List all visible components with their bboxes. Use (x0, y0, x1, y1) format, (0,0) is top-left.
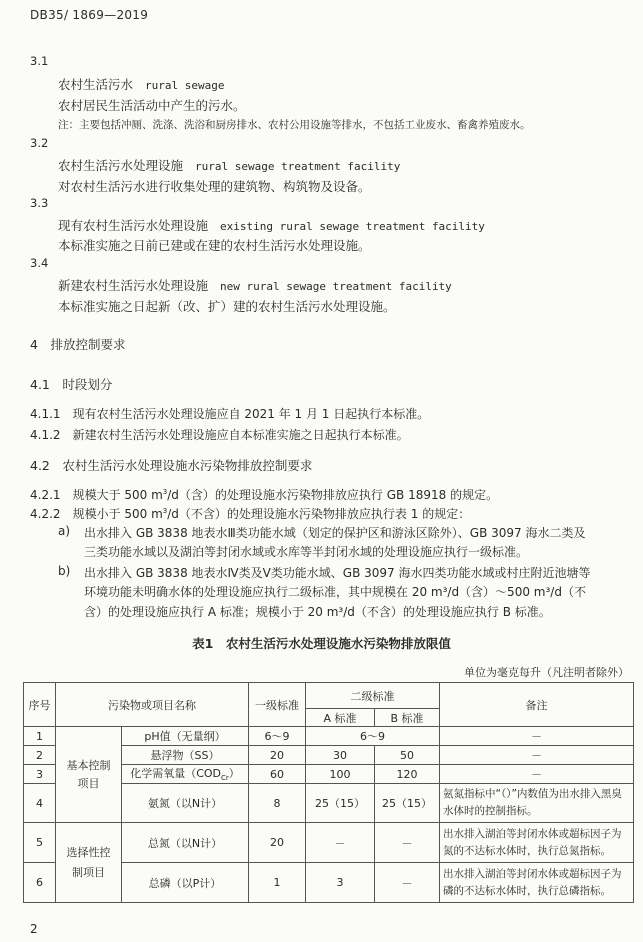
term-heading (58, 75, 225, 93)
clause (30, 505, 470, 522)
clause-number: 4.1.2 (30, 428, 61, 442)
term-heading (58, 216, 485, 234)
cell-name: 总氮（以N计） (122, 823, 249, 863)
clause-number: 4.1.1 (30, 407, 61, 421)
term-definition: 农村居民生活活动中产生的污水。 (58, 98, 246, 113)
cell-seq: 2 (24, 746, 56, 765)
cell-b: － (375, 823, 440, 863)
group-optional (56, 823, 122, 903)
header-seq: 序号 (24, 683, 56, 727)
list-label: b) (58, 564, 71, 578)
term-heading (58, 156, 400, 174)
clause-number: 4.2.1 (30, 488, 61, 502)
cell-b: － (375, 863, 440, 903)
term-name-en: rural sewage (145, 79, 225, 92)
term-name-en: rural sewage treatment facility (195, 160, 401, 173)
clause (30, 405, 429, 422)
subsection-heading: 4.2 农村生活污水处理设施水污染物排放控制要求 (30, 458, 313, 473)
term-name-cn: 农村生活污水处理设施 (58, 158, 184, 173)
cell-name: 总磷（以P计） (122, 863, 249, 903)
cell-name: pH值（无量纲） (122, 727, 249, 746)
superscript: 3 (162, 507, 168, 515)
term-name-cn: 农村生活污水 (58, 77, 134, 92)
term-definition: 本标准实施之日起新（改、扩）建的农村生活污水处理设施。 (58, 299, 396, 314)
limits-table (23, 682, 634, 903)
clause-text: 规模大于 500 m (72, 488, 163, 502)
term-name-cn: 现有农村生活污水处理设施 (58, 218, 209, 233)
cell-level1: 60 (249, 765, 306, 784)
group-label: 基本控制项目 (66, 758, 111, 790)
clause-text: 规模小于 500 m (72, 507, 163, 521)
list-item-text: 出水排入 GB 3838 地表水Ⅲ类功能水域（划定的保护区和游泳区除外）、GB 3097 海水二类及 (84, 526, 586, 540)
cell-remark: － (440, 765, 634, 784)
section-heading: 4 排放控制要求 (30, 337, 126, 352)
cell-name (122, 765, 249, 784)
group-label: 选择性控制项目 (66, 845, 111, 879)
clause-text: 现有农村生活污水处理设施应自 2021 年 1 月 1 日起执行本标准。 (72, 407, 430, 421)
cell-a: 3 (306, 863, 375, 903)
superscript: 3 (162, 488, 168, 496)
cell-name-text: 化学需氧量（COD (130, 767, 222, 781)
header-remark: 备注 (440, 683, 634, 727)
list-item-text: 三类功能水域以及湖泊等封闭水域或水库等半封闭水域的处理设施应执行一级标准。 (84, 545, 529, 559)
cell-level2: 6～9 (306, 727, 440, 746)
document-code: DB35/ 1869—2019 (30, 8, 149, 22)
cell-remark: － (440, 727, 634, 746)
term-definition: 对农村生活污水进行收集处理的建筑物、构筑物及设备。 (58, 179, 371, 194)
clause-text: /d（含）的处理设施水污染物排放应执行 GB 18918 的规定。 (167, 488, 499, 502)
list-item-text: 出水排入 GB 3838 地表水Ⅳ类及Ⅴ类功能水域、GB 3097 海水四类功能水域或村庄附近池塘等 (84, 566, 591, 580)
table-header-row (24, 683, 634, 709)
clause-text: /d（不含）的处理设施水污染物排放应执行表 1 的规定： (167, 507, 471, 521)
cell-seq: 3 (24, 765, 56, 784)
cell-seq: 6 (24, 863, 56, 903)
term-definition: 本标准实施之日前已建或在建的农村生活污水处理设施。 (58, 238, 371, 253)
cell-remark: － (440, 746, 634, 765)
term-name-cn: 新建农村生活污水处理设施 (58, 278, 209, 293)
term-name-en: new rural sewage treatment facility (220, 280, 452, 293)
subscript: Cr (221, 774, 229, 783)
subsection-heading: 4.1 时段划分 (30, 377, 113, 392)
term-number: 3.2 (30, 136, 49, 150)
term-number: 3.3 (30, 196, 49, 210)
list-item-text: 环境功能未明确水体的处理设施应执行二级标准，其中规模在 20 m³/d（含）～500 m³/d（不 (84, 585, 586, 599)
cell-level1: 1 (249, 863, 306, 903)
list-label: a) (58, 524, 71, 538)
cell-b: 25（15） (375, 784, 440, 823)
cell-remark: 出水排入湖泊等封闭水体或超标因子为磷的不达标水体时，执行总磷指标。 (440, 863, 634, 903)
cell-level1: 6～9 (249, 727, 306, 746)
header-a: A 标准 (306, 709, 375, 727)
cell-level1: 20 (249, 746, 306, 765)
cell-level1: 8 (249, 784, 306, 823)
cell-remark: 氨氮指标中“（）”内数值为出水排入黑臭水体时的控制指标。 (440, 784, 634, 823)
table-unit-note: 单位为毫克每升（凡注明者除外） (464, 666, 629, 679)
term-heading (58, 276, 452, 294)
header-item: 污染物或项目名称 (56, 683, 249, 727)
term-note: 注：主要包括冲厕、洗涤、洗浴和厨房排水、农村公用设施等排水，不包括工业废水、畜禽养殖废水。 (58, 119, 531, 131)
group-basic (56, 727, 122, 823)
cell-a: 100 (306, 765, 375, 784)
cell-seq: 5 (24, 823, 56, 863)
cell-a: 30 (306, 746, 375, 765)
cell-seq: 4 (24, 784, 56, 823)
header-b: B 标准 (375, 709, 440, 727)
cell-level1: 20 (249, 823, 306, 863)
cell-b: 120 (375, 765, 440, 784)
table-caption: 表1 农村生活污水处理设施水污染物排放限值 (192, 636, 451, 651)
term-number: 3.4 (30, 256, 49, 270)
cell-name-tail: ） (228, 767, 240, 781)
cell-a: － (306, 823, 375, 863)
header-level2: 二级标准 (306, 683, 440, 709)
clause-number: 4.2.2 (30, 507, 61, 521)
cell-name: 悬浮物（SS） (122, 746, 249, 765)
clause (30, 426, 409, 443)
cell-b: 50 (375, 746, 440, 765)
cell-remark: 出水排入湖泊等封闭水体或超标因子为氮的不达标水体时，执行总氮指标。 (440, 823, 634, 863)
header-level1: 一级标准 (249, 683, 306, 727)
term-name-en: existing rural sewage treatment facility (220, 220, 485, 233)
clause (30, 486, 498, 503)
cell-seq: 1 (24, 727, 56, 746)
table-row (24, 823, 634, 863)
cell-name: 氨氮（以N计） (122, 784, 249, 823)
clause-text: 新建农村生活污水处理设施应自本标准实施之日起执行本标准。 (72, 428, 409, 442)
table-row (24, 727, 634, 746)
cell-a: 25（15） (306, 784, 375, 823)
list-item-text: 含）的处理设施应执行 A 标准；规模小于 20 m³/d（不含）的处理设施应执行 B 标准。 (84, 605, 551, 619)
term-number: 3.1 (30, 54, 49, 68)
page-number: 2 (30, 922, 38, 936)
